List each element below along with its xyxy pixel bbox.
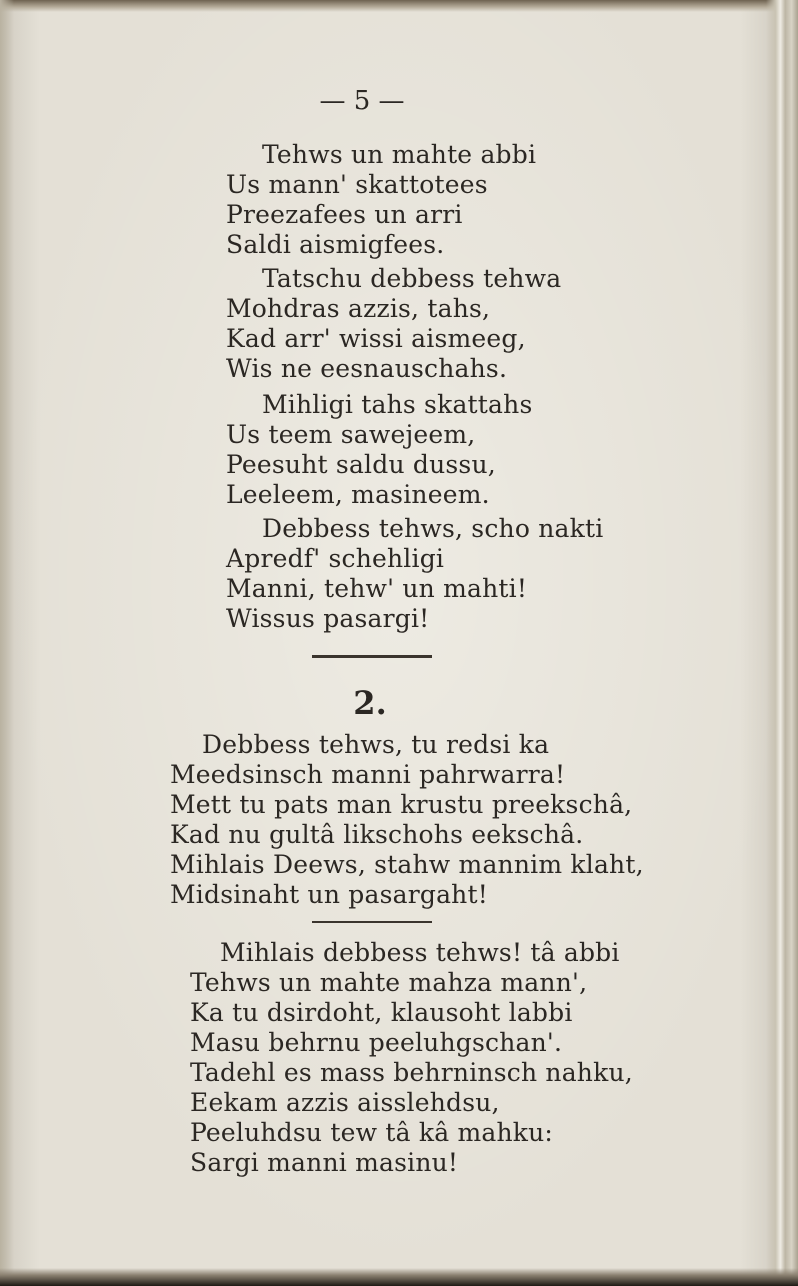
poem-line: Apredf' schehligi (226, 544, 445, 573)
page-bottom-edge (0, 1268, 798, 1286)
section-divider (312, 655, 432, 658)
poem-line: Mihlais Deews, stahw mannim klaht, (170, 850, 644, 879)
stanza-divider (312, 921, 432, 923)
poem-line: Midsinaht un pasargaht! (170, 880, 488, 909)
poem-line: Kad arr' wissi aismeeg, (226, 324, 526, 353)
page-left-edge (0, 0, 14, 1286)
poem-line: Preezafees un arri (226, 200, 463, 229)
poem-line: Debbess tehws, tu redsi ka (202, 730, 550, 759)
poem-line: Sargi manni masinu! (190, 1148, 459, 1177)
poem-line: Ka tu dsirdoht, klausoht labbi (190, 998, 573, 1027)
poem-line: Meedsinsch manni pahrwarra! (170, 760, 566, 789)
poem-line: Mett tu pats man krustu preekschâ, (170, 790, 633, 819)
poem-line: Manni, tehw' un mahti! (226, 574, 528, 603)
poem-line: Tehws un mahte abbi (262, 140, 537, 169)
section-number: 2. (353, 684, 387, 722)
poem-line: Eekam azzis aisslehdsu, (190, 1088, 500, 1117)
poem-line: Tatschu debbess tehwa (262, 264, 562, 293)
poem-line: Masu behrnu peeluhgschan'. (190, 1028, 563, 1057)
poem-line: Saldi aismigfees. (226, 230, 445, 259)
poem-line: Tehws un mahte mahza mann', (190, 968, 588, 997)
page-right-edge (766, 0, 798, 1286)
poem-line: Us mann' skattotees (226, 170, 488, 199)
page-number: — 5 — (319, 86, 405, 116)
poem-line: Mihligi tahs skattahs (262, 390, 533, 419)
poem-line: Mohdras azzis, tahs, (226, 294, 491, 323)
poem-line: Kad nu gultâ likschohs eekschâ. (170, 820, 584, 849)
poem-line: Us teem sawejeem, (226, 420, 476, 449)
poem-line: Tadehl es mass behrninsch nahku, (190, 1058, 633, 1087)
poem-line: Mihlais debbess tehws! tâ abbi (220, 938, 620, 967)
poem-line: Debbess tehws, scho nakti (262, 514, 604, 543)
poem-line: Peesuht saldu dussu, (226, 450, 496, 479)
poem-line: Wis ne eesnauschahs. (226, 354, 508, 383)
poem-line: Leeleem, masineem. (226, 480, 490, 509)
poem-line: Wissus pasargi! (226, 604, 430, 633)
poem-line: Peeluhdsu tew tâ kâ mahku: (190, 1118, 554, 1147)
page-top-edge (0, 0, 798, 12)
